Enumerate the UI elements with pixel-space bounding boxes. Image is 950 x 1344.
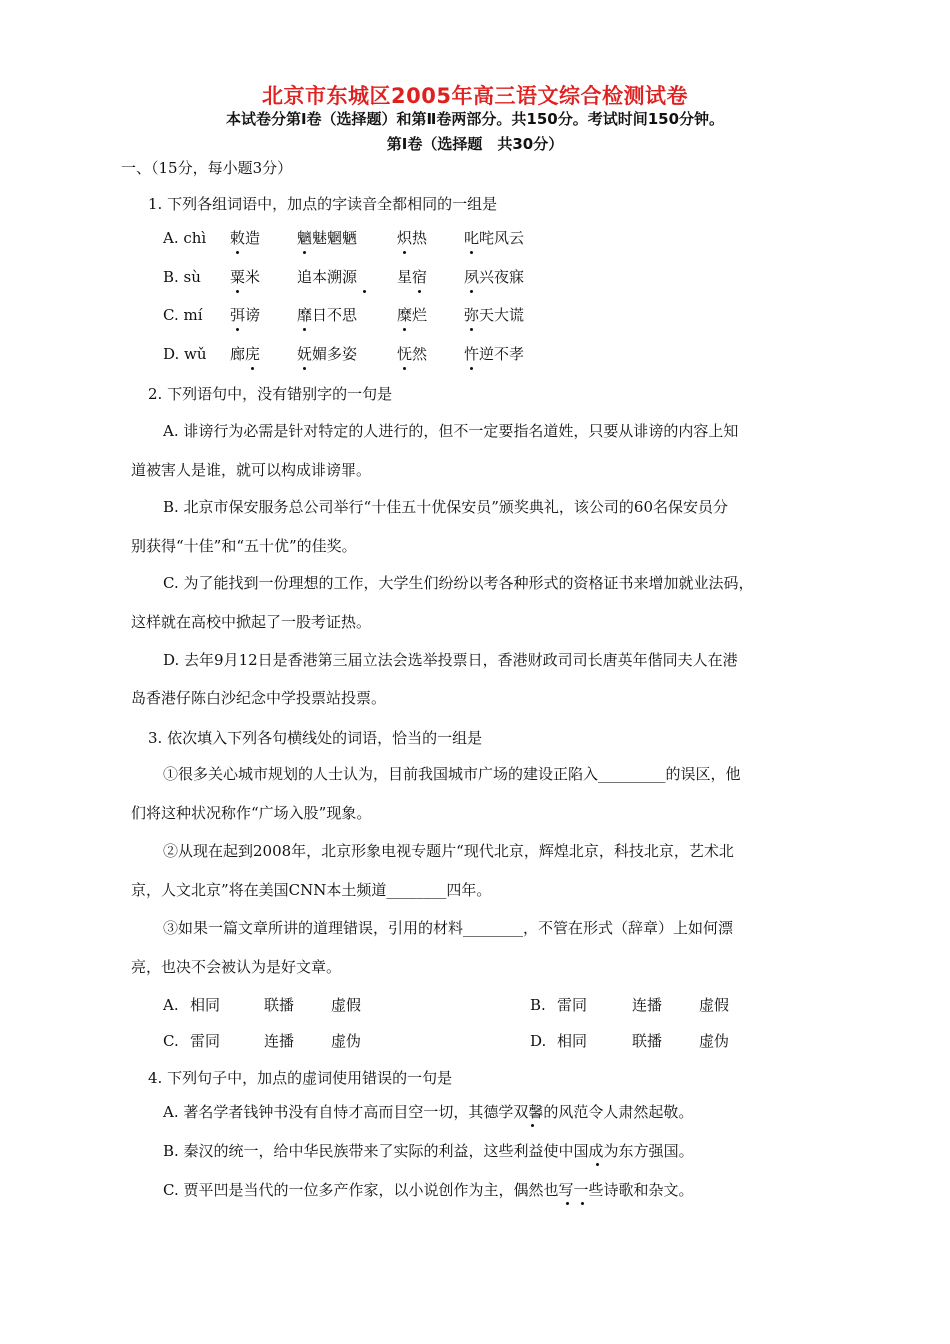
q4-stem: 4. 下列句子中，加点的虚词使用错误的一句是	[148, 1069, 453, 1087]
emphasis-dot	[596, 1163, 599, 1166]
q2-option-a-cont: 道被害人是谁，就可以构成诽谤罪。	[131, 461, 372, 479]
q4-option-c: C. 贾平凹是当代的一位多产作家，以小说创作为主，偶然也写一些诗歌和杂文。	[163, 1181, 694, 1199]
q1-option-label: C. mí	[163, 306, 203, 324]
emphasis-dot	[470, 251, 473, 254]
emphasis-dot	[236, 290, 239, 293]
emphasis-dot	[236, 251, 239, 254]
emphasis-dot	[470, 290, 473, 293]
emphasis-dot	[303, 328, 306, 331]
emphasis-dot	[531, 1124, 534, 1127]
emphasis-dot	[418, 290, 421, 293]
emphasis-dot	[470, 367, 473, 370]
q3-option-word: 虚假	[331, 996, 362, 1014]
emphasis-dot	[251, 367, 254, 370]
q3-option-label: D.	[530, 1032, 547, 1050]
emphasis-dot	[403, 251, 406, 254]
q1-word: 夙兴夜寐	[464, 268, 525, 286]
q4-option-b: B. 秦汉的统一，给中华民族带来了实际的利益，这些利益使中国成为东方强国。	[163, 1142, 694, 1160]
q1-stem: 1. 下列各组词语中，加点的字读音全都相同的一组是	[148, 195, 498, 213]
q3-option-word: 联播	[264, 996, 295, 1014]
q1-word: 炽热	[397, 229, 428, 247]
q1-word: 靡日不思	[297, 306, 358, 324]
q1-option-label: D. wǔ	[163, 345, 207, 363]
q2-option-d: D. 去年9月12日是香港第三届立法会选举投票日，香港财政司司长唐英年偕同夫人在港	[163, 651, 738, 669]
q3-option-word: 联播	[632, 1032, 663, 1050]
q1-word: 叱咤风云	[464, 229, 525, 247]
emphasis-dot	[566, 1202, 569, 1205]
q2-option-d-cont: 岛香港仔陈白沙纪念中学投票站投票。	[131, 689, 387, 707]
exam-title: 北京市东城区2005年高三语文综合检测试卷	[262, 84, 688, 108]
q2-option-a: A. 诽谤行为必需是针对特定的人进行的，但不一定要指名道姓，只要从诽谤的内容上知	[163, 422, 739, 440]
volume-heading: 第Ⅰ卷（选择题 共30分）	[386, 135, 564, 153]
emphasis-dot	[470, 328, 473, 331]
q3-sentence-2-cont: 京，人文北京”将在美国CNN本土频道________四年。	[131, 881, 492, 899]
q3-sentence-3-cont: 亮，也决不会被认为是好文章。	[131, 958, 342, 976]
q1-word: 廊庑	[230, 345, 261, 363]
q1-word: 敕造	[230, 229, 261, 247]
q2-option-b-cont: 别获得“十佳”和“五十优”的佳奖。	[131, 537, 357, 555]
q3-sentence-3: ③如果一篇文章所讲的道理错误，引用的材料________，不管在形式（辞章）上如何漂	[163, 919, 734, 937]
q1-word: 粟米	[230, 268, 261, 286]
q3-sentence-2: ②从现在起到2008年，北京形象电视专题片“现代北京，辉煌北京，科技北京，艺术北	[163, 842, 734, 860]
q1-option-label: B. sù	[163, 268, 201, 286]
q3-sentence-1-cont: 们将这种状况称作“广场入股”现象。	[131, 804, 372, 822]
q3-option-label: C.	[163, 1032, 179, 1050]
q3-option-word: 虚伪	[331, 1032, 362, 1050]
q3-option-word: 相同	[190, 996, 221, 1014]
q1-word: 怃然	[397, 345, 428, 363]
q3-option-word: 虚伪	[699, 1032, 730, 1050]
q1-word: 弭谤	[230, 306, 261, 324]
q1-word: 妩媚多姿	[297, 345, 358, 363]
q4-option-a: A. 著名学者钱钟书没有自恃才高而目空一切，其德学双馨的风范令人肃然起敬。	[163, 1103, 694, 1121]
q1-word: 糜烂	[397, 306, 428, 324]
q3-option-word: 虚假	[699, 996, 730, 1014]
q3-option-label: A.	[163, 996, 179, 1014]
emphasis-dot	[363, 290, 366, 293]
exam-subtitle: 本试卷分第Ⅰ卷（选择题）和第Ⅱ卷两部分。共150分。考试时间150分钟。	[225, 110, 725, 128]
q2-stem: 2. 下列语句中，没有错别字的一句是	[148, 385, 393, 403]
q3-sentence-1: ①很多关心城市规划的人士认为，目前我国城市广场的建设正陷入_________的误区，他	[163, 765, 741, 783]
q1-word: 弥天大谎	[464, 306, 525, 324]
q1-word: 忤逆不孝	[464, 345, 525, 363]
q1-word: 魑魅魍魉	[297, 229, 358, 247]
q3-option-word: 相同	[557, 1032, 588, 1050]
q3-option-word: 连播	[632, 996, 663, 1014]
emphasis-dot	[236, 328, 239, 331]
emphasis-dot	[403, 367, 406, 370]
emphasis-dot	[303, 367, 306, 370]
emphasis-dot	[303, 251, 306, 254]
q1-option-label: A. chì	[163, 229, 207, 247]
q1-word: 星宿	[397, 268, 428, 286]
emphasis-dot	[403, 328, 406, 331]
q3-option-word: 连播	[264, 1032, 295, 1050]
q3-option-label: B.	[530, 996, 546, 1014]
q1-word: 追本溯源	[297, 268, 358, 286]
q2-option-c: C. 为了能找到一份理想的工作，大学生们纷纷以考各种形式的资格证书来增加就业法码，	[163, 574, 754, 592]
section-one-heading: 一、（15分，每小题3分）	[121, 159, 293, 177]
q2-option-b: B. 北京市保安服务总公司举行“十佳五十优保安员”颁奖典礼，该公司的60名保安员分	[163, 498, 728, 516]
q3-option-word: 雷同	[190, 1032, 221, 1050]
q2-option-c-cont: 这样就在高校中掀起了一股考证热。	[131, 613, 372, 631]
emphasis-dot	[581, 1202, 584, 1205]
q3-stem: 3. 依次填入下列各句横线处的词语，恰当的一组是	[148, 729, 483, 747]
q3-option-word: 雷同	[557, 996, 588, 1014]
